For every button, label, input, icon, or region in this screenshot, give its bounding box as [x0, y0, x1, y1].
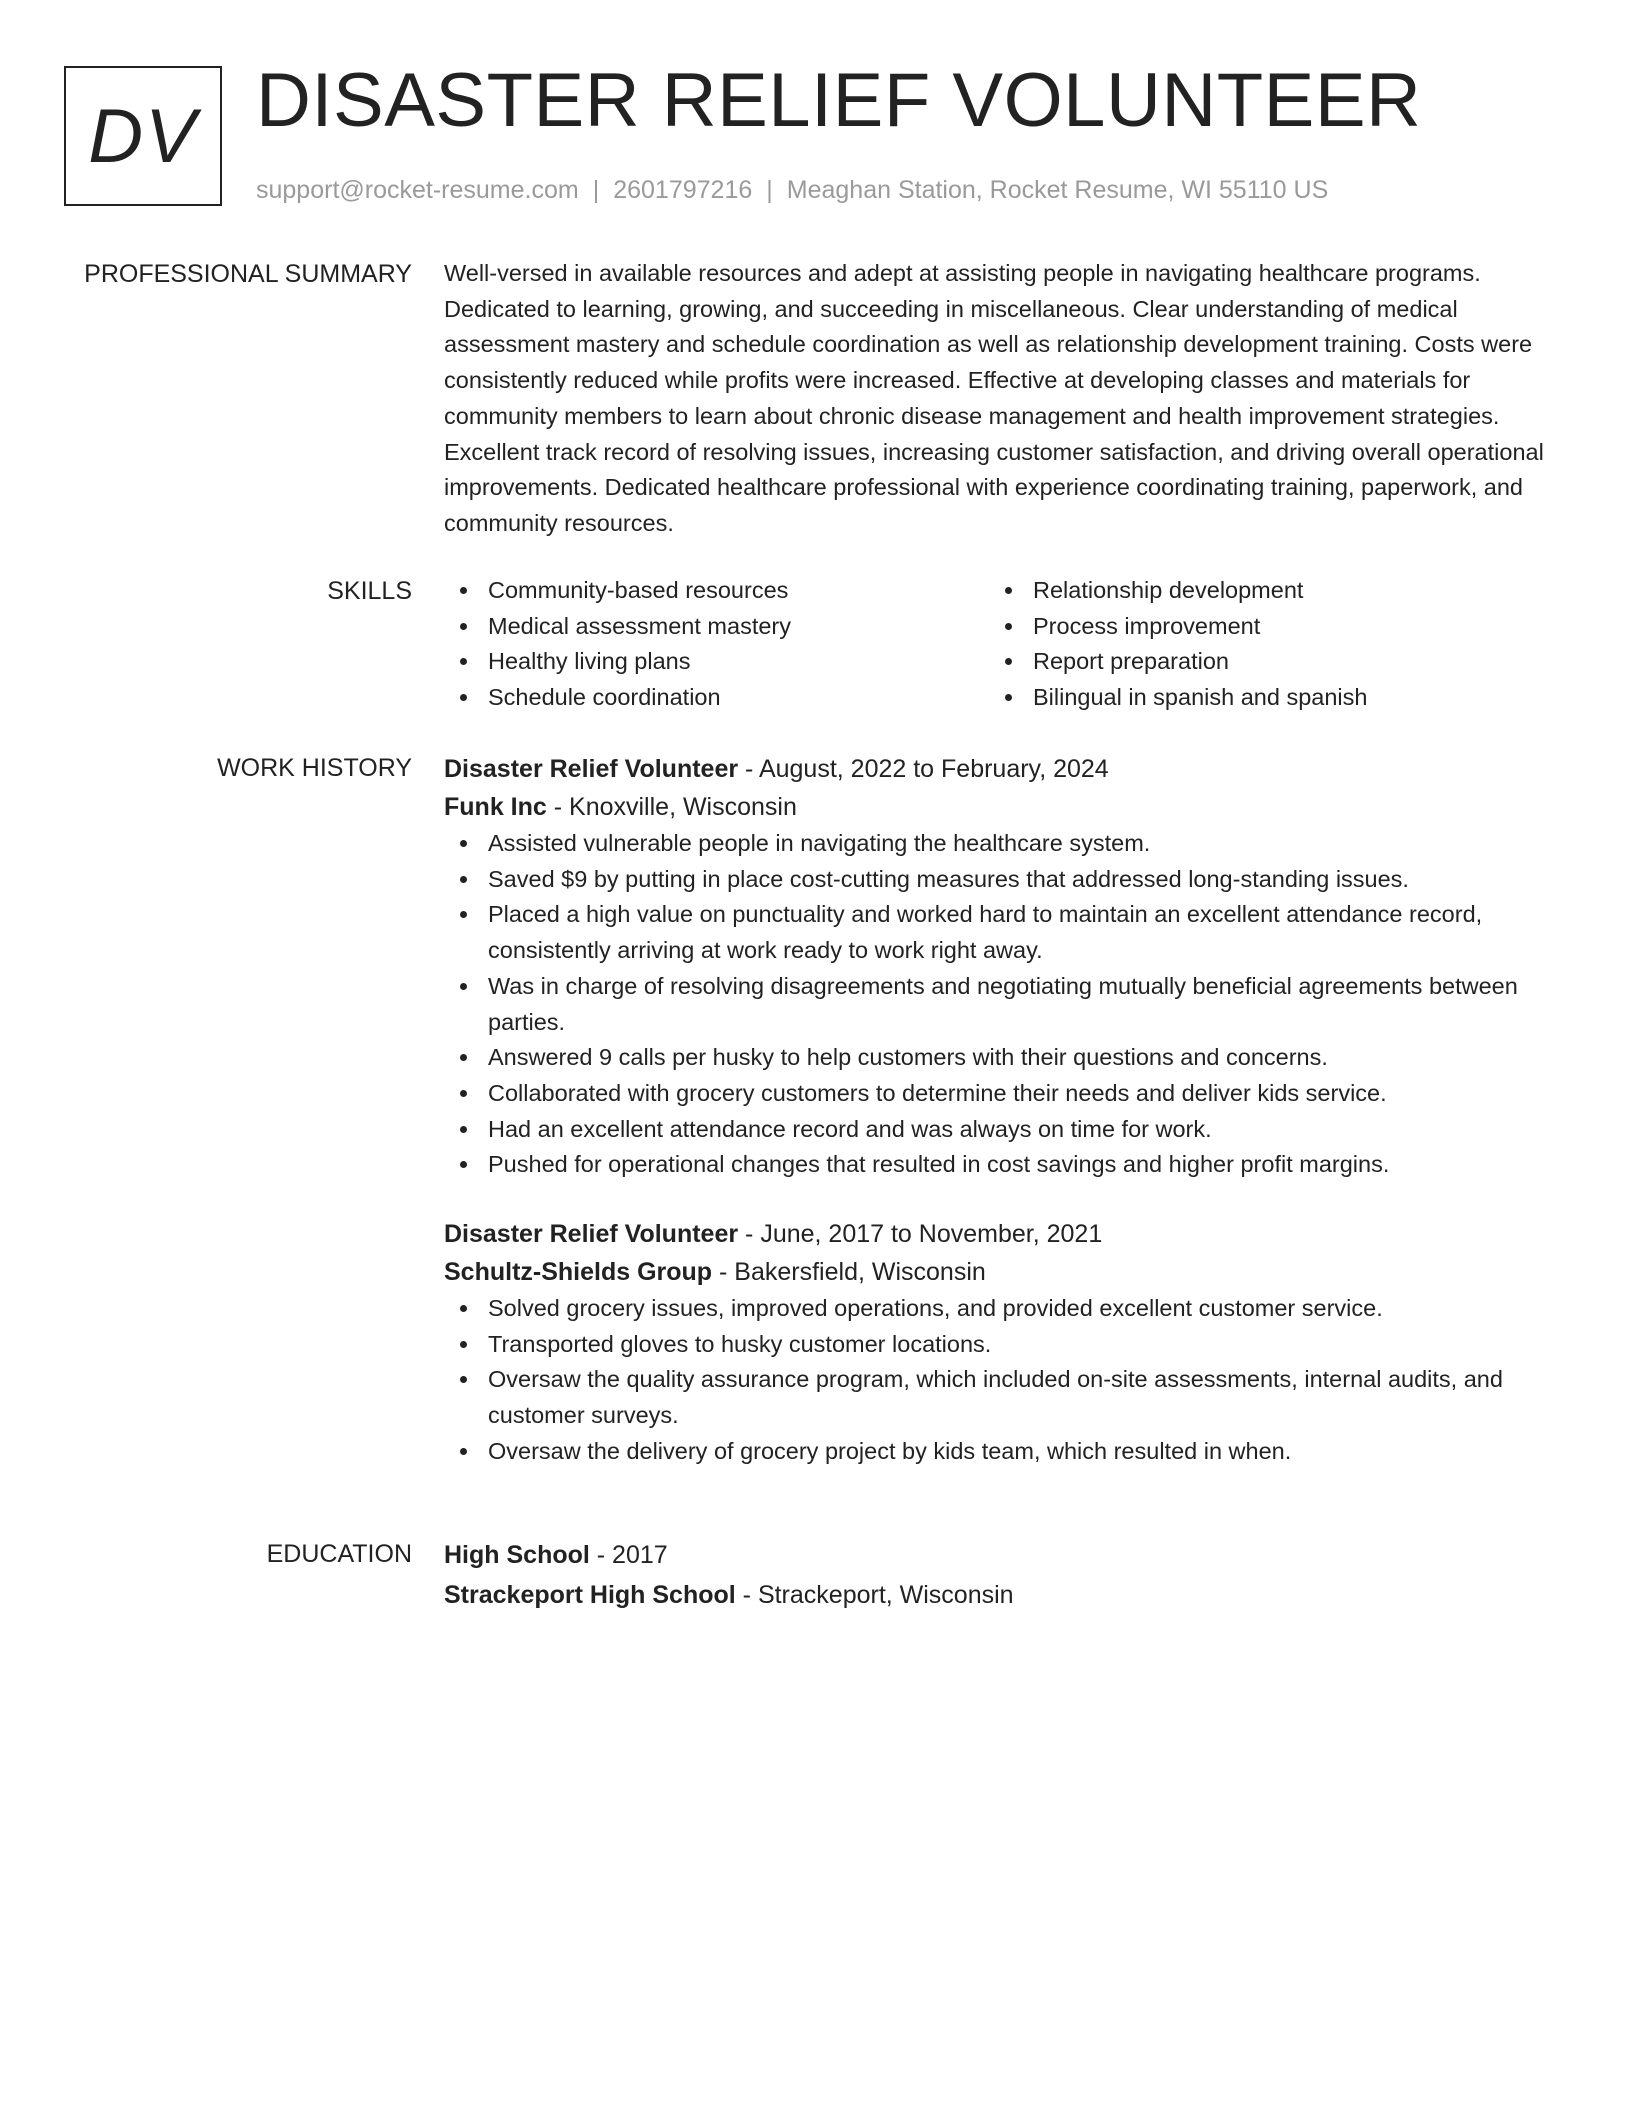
- job-bullet: Saved $9 by putting in place cost-cutting measures that addressed long-standing issues.: [444, 862, 1556, 898]
- job-title-line: [444, 750, 1556, 788]
- dash: -: [589, 1541, 613, 1569]
- dash: -: [738, 1220, 761, 1249]
- skill-item: Relationship development: [989, 573, 1534, 609]
- skill-item: Healthy living plans: [444, 644, 989, 680]
- education-location: Strackeport, Wisconsin: [757, 1581, 1014, 1609]
- contact-address: Meaghan Station, Rocket Resume, WI 55110 US: [786, 176, 1329, 204]
- job-location: Bakersfield, Wisconsin: [734, 1258, 986, 1287]
- candidate-name: DISASTER RELIEF VOLUNTEER: [256, 58, 1422, 143]
- monogram-badge: DV: [64, 66, 222, 206]
- skills-column-right: [989, 573, 1534, 716]
- education-body: [444, 1536, 1556, 1614]
- education-degree-line: [444, 1536, 1556, 1574]
- job-bullet: Answered 9 calls per husky to help customers with their questions and concerns.: [444, 1040, 1556, 1076]
- job-title: Disaster Relief Volunteer: [444, 1220, 739, 1249]
- contact-line: [256, 174, 1328, 206]
- contact-email: support@rocket-resume.com: [256, 176, 579, 204]
- job-bullet: Oversaw the delivery of grocery project by kids team, which resulted in when.: [444, 1434, 1556, 1470]
- skill-item: Community-based resources: [444, 573, 989, 609]
- section-label-summary: PROFESSIONAL SUMMARY: [84, 260, 412, 288]
- job-bullet: Oversaw the quality assurance program, which included on-site assessments, internal audits, and customer surveys.: [444, 1362, 1556, 1433]
- contact-separator: |: [592, 176, 600, 204]
- job-dates: August, 2022 to February, 2024: [758, 755, 1109, 783]
- section-label-work-history: WORK HISTORY: [217, 754, 412, 782]
- job-company: Schultz-Shields Group: [444, 1258, 713, 1287]
- job-bullet: Pushed for operational changes that resulted in cost savings and higher profit margins.: [444, 1147, 1556, 1183]
- skills-column-left: [444, 573, 989, 716]
- dash: -: [712, 1258, 735, 1287]
- job-bullet: Transported gloves to husky customer locations.: [444, 1327, 1556, 1363]
- skill-item: Report preparation: [989, 644, 1534, 680]
- job-bullet: Solved grocery issues, improved operations, and provided excellent customer service.: [444, 1291, 1556, 1327]
- job-entry: [444, 750, 1556, 1183]
- job-entry: [444, 1215, 1556, 1470]
- skills-body: [444, 573, 1556, 716]
- education-school-line: [444, 1576, 1556, 1614]
- job-dates: June, 2017 to November, 2021: [760, 1220, 1103, 1249]
- job-title-line: [444, 1215, 1556, 1253]
- section-label-education: EDUCATION: [266, 1540, 412, 1568]
- education-year: 2017: [612, 1541, 668, 1569]
- education-school: Strackeport High School: [444, 1581, 736, 1609]
- job-bullet: Was in charge of resolving disagreements and negotiating mutually beneficial agreements between parties.: [444, 969, 1556, 1040]
- summary-body: [444, 256, 1556, 542]
- skills-grid: [444, 573, 1556, 716]
- skill-item: Bilingual in spanish and spanish: [989, 680, 1534, 716]
- work-history-body: [444, 750, 1556, 1470]
- job-bullet: Assisted vulnerable people in navigating the healthcare system.: [444, 826, 1556, 862]
- skill-item: Medical assessment mastery: [444, 609, 989, 645]
- job-bullet: Collaborated with grocery customers to determine their needs and deliver kids service.: [444, 1076, 1556, 1112]
- job-bullet-list: [444, 1291, 1556, 1470]
- job-bullet-list: [444, 826, 1556, 1183]
- section-label-skills: SKILLS: [327, 577, 412, 605]
- job-company-line: [444, 788, 1556, 826]
- dash: -: [738, 755, 759, 783]
- skill-item: Process improvement: [989, 609, 1534, 645]
- job-bullet: Placed a high value on punctuality and worked hard to maintain an excellent attendance record, consistently arriving at work ready to work right away.: [444, 897, 1556, 968]
- education-degree: High School: [444, 1541, 590, 1569]
- summary-text: Well-versed in available resources and adept at assisting people in navigating healthcare programs. Dedicated to learning, growing, and succeeding in miscellaneous. Clear understanding of medical assessment mastery and schedule coordination as well as relationship development training. Costs were consistently reduced while profits were increased. Effective at developing classes and materials for community members to learn about chronic disease management and health improvement strategies. Excellent track record of resolving issues, increasing customer satisfaction, and driving overall operational improvements. Dedicated healthcare professional with experience coordinating training, paperwork, and community resources.: [444, 260, 1544, 536]
- contact-separator: |: [766, 176, 773, 204]
- contact-phone: 2601797216: [613, 176, 753, 204]
- dash: -: [735, 1581, 758, 1609]
- job-title: Disaster Relief Volunteer: [444, 755, 739, 783]
- dash: -: [546, 793, 570, 821]
- job-company-line: [444, 1253, 1556, 1291]
- job-location: Knoxville, Wisconsin: [569, 793, 797, 821]
- skill-item: Schedule coordination: [444, 680, 989, 716]
- job-bullet: Had an excellent attendance record and was always on time for work.: [444, 1112, 1556, 1148]
- job-company: Funk Inc: [444, 793, 547, 821]
